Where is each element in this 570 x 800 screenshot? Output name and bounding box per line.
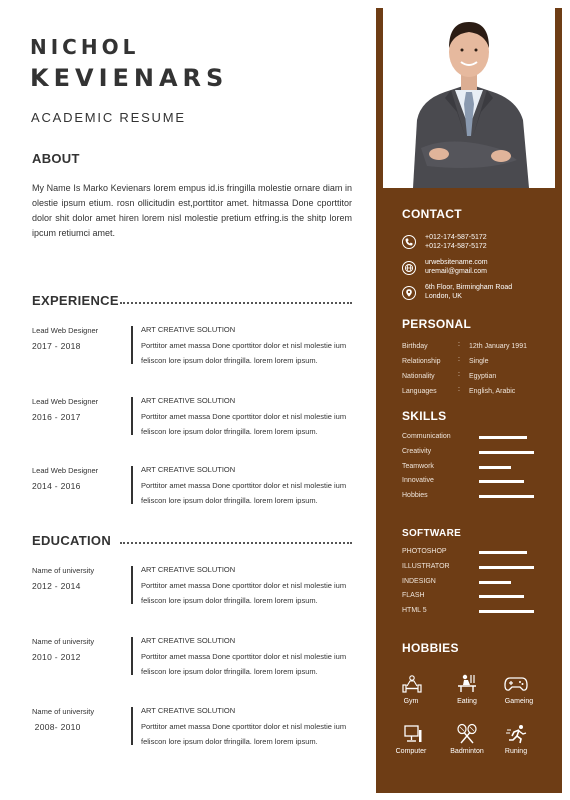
- software-level-bar: [479, 610, 534, 613]
- skill-label: Teamwork: [402, 462, 434, 470]
- entry-years: 2010 - 2012: [32, 652, 81, 662]
- profile-photo: [383, 8, 555, 188]
- hobby-label: Badminton: [450, 748, 484, 755]
- entry-divider: [131, 707, 133, 745]
- hobby-label: Gym: [403, 698, 419, 705]
- entry-description: Porttitor amet massa Done cporttitor dolor et nisl molestie ium feliscon lore ipsum dolor tfringilla. lorem lorem ipsum.: [141, 722, 347, 746]
- contact-heading: CONTACT: [402, 207, 462, 221]
- personal-heading: PERSONAL: [402, 317, 472, 331]
- phone-number-1: +012-174-587-5172: [425, 234, 487, 241]
- hobby-label: Gameing: [504, 698, 534, 705]
- entry-description: Porttitor amet massa Done cporttitor dolor et nisl molestie ium feliscon lore ipsum dolor tfringilla. lorem lorem ipsum.: [141, 481, 347, 505]
- gamepad-icon: [504, 676, 528, 697]
- phone-number-2: +012-174-587-5172: [425, 243, 487, 250]
- entry-divider: [131, 566, 133, 604]
- personal-colon: :: [458, 356, 460, 363]
- skill-level-bar: [479, 495, 534, 498]
- entry-years: 2016 - 2017: [32, 412, 81, 422]
- entry-years: 2014 - 2016: [32, 481, 81, 491]
- about-text: My Name Is Marko Kevienars lorem empus id.is fringilla molestie ornare diam in olestie ipsum etium. rosn ollicitudin est,porttitor amet. hitmassa Done cporttitor dolor shit dolor amet hiren lorem nisl molestie pretium etfring.is the shitp lorem ipcum retiumci amet.: [32, 183, 352, 238]
- personal-colon: :: [458, 371, 460, 378]
- software-label: INDESIGN: [402, 577, 436, 585]
- skill-label: Creativity: [402, 447, 432, 455]
- skill-label: Hobbies: [402, 492, 428, 500]
- entry-company: ART CREATIVE SOLUTION: [141, 565, 236, 574]
- entry-company: ART CREATIVE SOLUTION: [141, 465, 236, 474]
- hobby-label: Eating: [457, 698, 477, 705]
- running-icon: [506, 724, 528, 749]
- skill-label: Innovative: [402, 477, 434, 485]
- experience-heading: EXPERIENCE: [32, 293, 119, 308]
- skills-heading: SKILLS: [402, 409, 447, 423]
- hobbies-heading: HOBBIES: [402, 641, 459, 655]
- education-divider: [120, 542, 352, 544]
- first-name: NICHOL: [30, 35, 140, 59]
- software-label: PHOTOSHOP: [402, 548, 447, 555]
- portrait-illustration: [383, 8, 555, 188]
- sidebar: [376, 8, 562, 793]
- entry-company: ART CREATIVE SOLUTION: [141, 396, 236, 405]
- computer-icon: [404, 724, 422, 749]
- software-heading: SOFTWARE: [402, 528, 462, 539]
- address-line-2: London, UK: [425, 293, 462, 300]
- software-level-bar: [479, 566, 534, 569]
- phone-icon: [402, 235, 416, 249]
- entry-school: Name of university: [32, 637, 95, 646]
- software-label: HTML 5: [402, 607, 427, 615]
- skill-level-bar: [479, 436, 527, 439]
- software-level-bar: [479, 551, 527, 554]
- entry-divider: [131, 397, 133, 435]
- personal-label: Birthday: [402, 343, 428, 350]
- entry-description: Porttitor amet massa Done cporttitor dolor et nisl molestie ium feliscon lore ipsum dolor tfringilla. lorem lorem ipsum.: [141, 412, 347, 436]
- skill-level-bar: [479, 451, 534, 454]
- entry-company: ART CREATIVE SOLUTION: [141, 325, 236, 334]
- entry-years: 2017 - 2018: [32, 341, 81, 351]
- email-link[interactable]: uremail@gmail.com: [425, 268, 487, 275]
- skill-label: Communication: [402, 433, 451, 440]
- entry-divider: [131, 326, 133, 364]
- entry-role: Lead Web Designer: [32, 326, 99, 335]
- personal-colon: :: [458, 386, 460, 393]
- entry-years: 2012 - 2014: [32, 581, 81, 591]
- hobby-label: Runing: [504, 748, 528, 755]
- personal-label: Relationship: [402, 358, 441, 365]
- entry-company: ART CREATIVE SOLUTION: [141, 706, 236, 715]
- eating-icon: [456, 673, 478, 698]
- skill-level-bar: [479, 480, 524, 483]
- software-level-bar: [479, 581, 511, 584]
- gym-icon: [401, 674, 423, 699]
- entry-divider: [131, 637, 133, 675]
- personal-colon: :: [458, 341, 460, 348]
- education-heading: EDUCATION: [32, 533, 112, 548]
- entry-divider: [131, 466, 133, 504]
- entry-role: Lead Web Designer: [32, 466, 99, 475]
- globe-icon: [402, 261, 416, 275]
- software-label: ILLUSTRATOR: [402, 562, 450, 570]
- entry-description: Porttitor amet massa Done cporttitor dolor et nisl molestie ium feliscon lore ipsum dolor tfringilla. lorem lorem ipsum.: [141, 652, 347, 676]
- entry-role: Lead Web Designer: [32, 397, 99, 406]
- badminton-icon: [456, 723, 478, 750]
- website-link[interactable]: urwebsitename.com: [425, 259, 488, 266]
- software-label: FLASH: [402, 592, 425, 600]
- resume-subtitle: ACADEMIC RESUME: [31, 110, 186, 125]
- last-name: KEVIENARS: [30, 64, 229, 92]
- entry-school: Name of university: [32, 707, 95, 716]
- personal-value: English, Arabic: [469, 388, 516, 395]
- entry-school: Name of university: [32, 566, 95, 575]
- about-heading: ABOUT: [32, 151, 80, 166]
- personal-label: Languages: [402, 388, 437, 395]
- address-line-1: 6th Floor, Birmingham Road: [425, 284, 513, 291]
- hobby-label: Computer: [395, 748, 427, 755]
- skill-level-bar: [479, 466, 511, 469]
- personal-value: Single: [469, 358, 489, 365]
- software-level-bar: [479, 595, 524, 598]
- personal-label: Nationality: [402, 373, 435, 380]
- experience-divider: [120, 302, 352, 304]
- entry-company: ART CREATIVE SOLUTION: [141, 636, 236, 645]
- personal-value: Egyptian: [469, 373, 497, 380]
- personal-value: 12th January 1991: [469, 343, 527, 350]
- entry-description: Porttitor amet massa Done cporttitor dolor et nisl molestie ium feliscon lore ipsum dolor tfringilla. lorem lorem ipsum.: [141, 581, 347, 605]
- entry-description: Porttitor amet massa Done cporttitor dolor et nisl molestie ium feliscon lore ipsum dolor tfringilla. lorem lorem ipsum.: [141, 341, 347, 365]
- entry-years: 2008- 2010: [32, 722, 81, 732]
- location-icon: [402, 286, 416, 300]
